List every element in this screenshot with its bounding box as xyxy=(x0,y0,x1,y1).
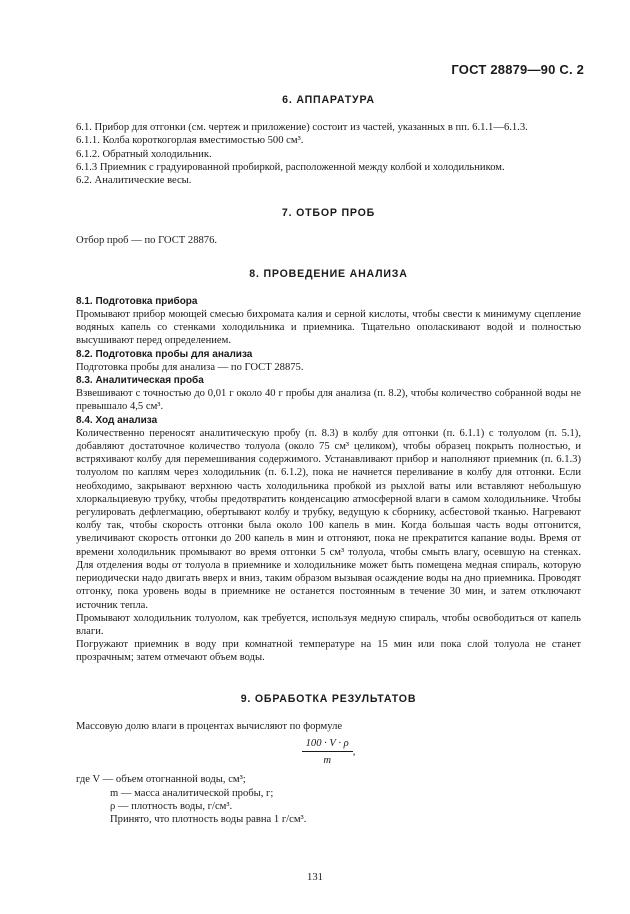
formula-denominator: m xyxy=(323,755,331,767)
subsection-8-4-title: 8.4. Ход анализа xyxy=(76,414,158,426)
para-6-1-1: 6.1.1. Колба короткогорлая вместимостью 500 см³. xyxy=(76,135,304,147)
where-rho: ρ — плотность воды, г/см³. xyxy=(110,800,233,812)
where-v: где V — объем отогнанной воды, см³; xyxy=(76,774,246,786)
para-7: Отбор проб — по ГОСТ 28876. xyxy=(76,235,218,247)
para-8-2: Подготовка пробы для анализа — по ГОСТ 28875. xyxy=(76,361,304,373)
para-8-4-1: Количественно переносят аналитическую пробу (п. 8.3) в колбу для отгонки (п. 6.1.1) с толуолом (п. 5.1), добавляют достаточное количество толуола (около 75 см³ целиком), чтобы образец покрыть полностью, и встряхивают колбу для перемешивания содержимого. Устанавливают прибор и наполняют приемник (п. 6.1.3) толуолом по каплям через холодильник (п. 6.1.2), пока не начнется переливание в колбу для отгонки. Если необходимо, закрывают верхнюю часть холодильника пробкой из рыхлой ваты или вставляют небольшую хлоркальциевую трубку, чтобы предотвратить конденсацию атмосферной влаги в самом холодильнике. Чтобы регулировать дефлегмацию, обертывают колбу и трубку, ведущую к сборнику, асбестовой тканью. Нагревают колбу так, чтобы скорость отгонки была около 100 капель в мин. Когда большая часть воды отгонится, увеличивают скорость отгонки до 200 капель в мин и отгоняют, пока не прекратится капание воды. Время от времени холодильник промывают во время отгонки 5 см³ толуола, чтобы смыть влагу, осевшую на стенках. Для отделения воды от толуола в приемнике и холодильнике может быть помещена медная спираль, которую периодически надо двигать вверх и вниз, таким образом вызывая осаждение воды на дно приемника. Проводят отгонку, пока уровень воды в приемнике не останется постоянным в течение 30 мин, и затем отключают источник тепла. xyxy=(76,427,581,611)
formula-fraction xyxy=(302,737,353,767)
moisture-formula xyxy=(76,737,581,767)
para-6-2: 6.2. Аналитические весы. xyxy=(76,175,192,187)
para-6-1-3: 6.1.3 Приемник с градуированной пробиркой, расположенной между колбой и холодильником. xyxy=(76,161,505,173)
para-9-intro: Массовую долю влаги в процентах вычисляют по формуле xyxy=(76,720,343,732)
para-8-3: Взвешивают с точностью до 0,01 г около 40 г пробы для анализа (п. 8.2), чтобы количество собранной воды не превышало 4,5 см³. xyxy=(76,388,581,413)
para-6-1: 6.1. Прибор для отгонки (см. чертеж и приложение) состоит из частей, указанных в пп. 6.1.1—6.1.3. xyxy=(76,122,528,134)
formula-numerator: 100 · V · ρ xyxy=(302,737,353,752)
section-7-heading: 7. ОТБОР ПРОБ xyxy=(281,207,376,220)
section-8-heading: 8. ПРОВЕДЕНИЕ АНАЛИЗА xyxy=(249,267,408,280)
section-9-heading: 9. ОБРАБОТКА РЕЗУЛЬТАТОВ xyxy=(240,692,417,705)
page-number: 131 xyxy=(307,872,323,883)
para-8-4-2: Промывают холодильник толуолом, как требуется, используя медную спираль, чтобы освободиться от капель влаги. xyxy=(76,612,581,637)
density-note: Принято, что плотность воды равна 1 г/см³. xyxy=(110,813,307,825)
para-8-1: Промывают прибор моющей смесью бихромата калия и серной кислоты, чтобы свести к минимуму сцепление водяных капель со стенками холодильника и приемника. Тщательно ополаскивают водой и полностью высушивают перед определением. xyxy=(76,309,581,347)
where-m: m — масса аналитической пробы, г; xyxy=(110,787,274,799)
section-6-heading: 6. АППАРАТУРА xyxy=(282,94,375,106)
page-content xyxy=(76,94,581,826)
subsection-8-3-title: 8.3. Аналитическая проба xyxy=(76,375,204,387)
running-header: ГОСТ 28879—90 С. 2 xyxy=(451,62,584,77)
subsection-8-1-title: 8.1. Подготовка прибора xyxy=(76,295,198,307)
para-6-1-2: 6.1.2. Обратный холодильник. xyxy=(76,148,212,160)
formula-comma: , xyxy=(352,746,356,758)
para-8-4-3: Погружают приемник в воду при комнатной температуре на 15 мин или пока слой толуола не станет прозрачным; затем отмечают объем воды. xyxy=(76,639,581,664)
subsection-8-2-title: 8.2. Подготовка пробы для анализа xyxy=(76,348,253,360)
